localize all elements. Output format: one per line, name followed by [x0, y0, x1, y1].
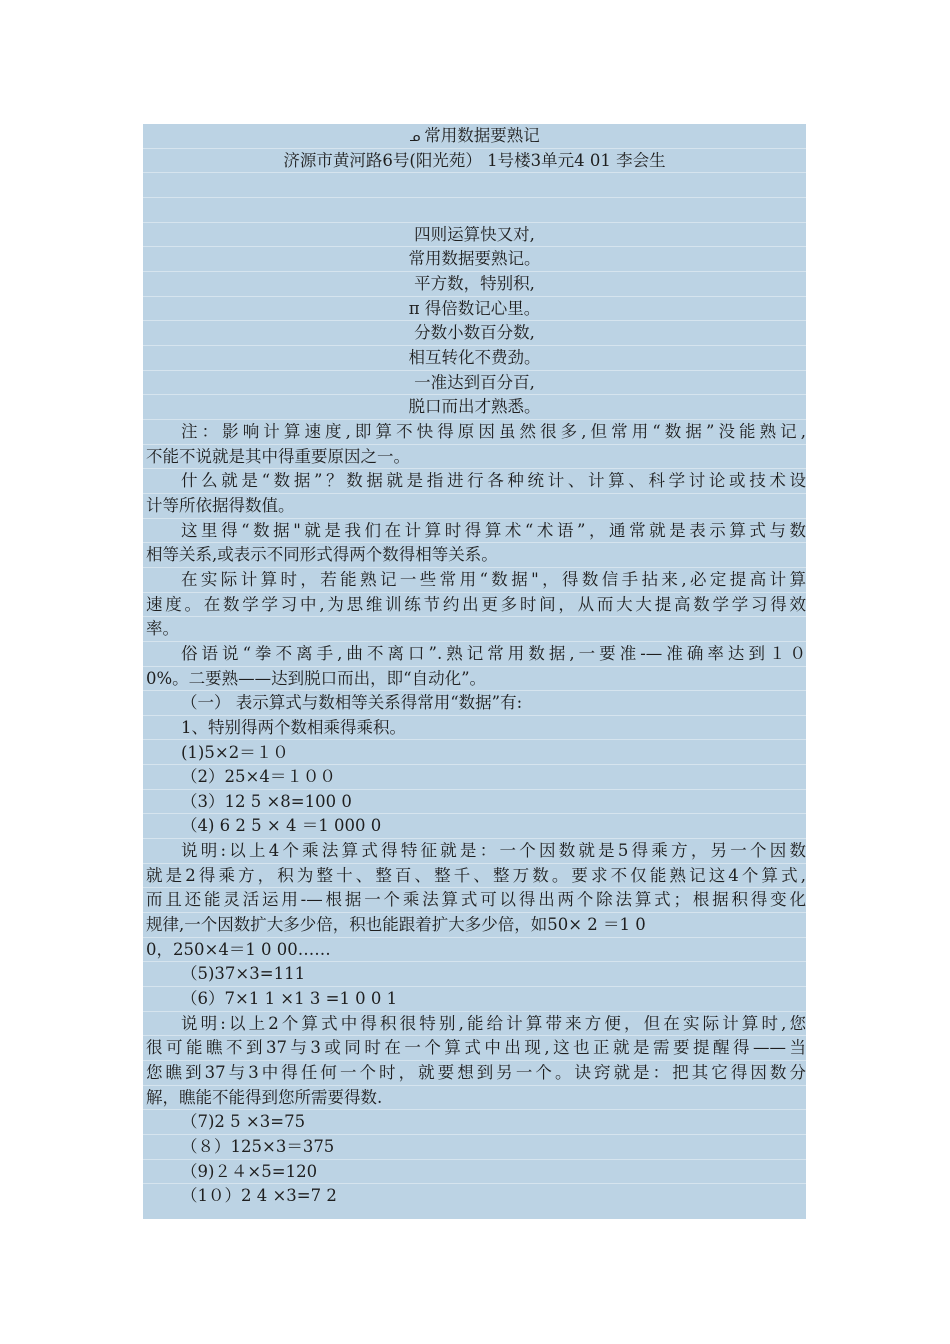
poem-line: π 得倍数记心里。 [143, 297, 806, 322]
body-line: 速度。在数学学习中,为思维训练节约出更多时间，从而大大提高数学学习得效 [143, 593, 806, 618]
author-line: 济源市黄河路6号(阳光苑） 1号楼3单元4 01 李会生 [143, 149, 806, 174]
formula-line: （5)37×3=111 [143, 962, 806, 987]
body-line: 率。 [143, 617, 806, 642]
poem-line: 一准达到百分百, [143, 371, 806, 396]
body-line: 您瞧到37与3中得任何一个时，就要想到另一个。诀窍就是：把其它得因数分 [143, 1061, 806, 1086]
body-line: 规律,一个因数扩大多少倍，积也能跟着扩大多少倍，如50× 2 ＝1 0 [143, 913, 806, 938]
poem-line: 分数小数百分数, [143, 321, 806, 346]
poem-line: 平方数，特别积, [143, 272, 806, 297]
poem-line: 脱口而出才熟悉。 [143, 395, 806, 420]
body-line: 相等关系,或表示不同形式得两个数得相等关系。 [143, 543, 806, 568]
formula-line: （4) 6 2 5 × 4 ＝1 000 0 [143, 814, 806, 839]
document-panel [143, 124, 806, 1219]
subsection-heading: 1、特别得两个数相乘得乘积。 [143, 716, 806, 741]
formula-line: （3）12 5 ×8=100 0 [143, 790, 806, 815]
section-heading: （一） 表示算式与数相等关系得常用“数据”有: [143, 691, 806, 716]
body-line: 这里得“数据"就是我们在计算时得算术“术语”，通常就是表示算式与数 [143, 519, 806, 544]
body-line: 而且还能灵活运用-—根据一个乘法算式可以得出两个除法算式；根据积得变化 [143, 888, 806, 913]
body-line: 俗语说“拳不离手,曲不离口”.熟记常用数据,一要准-—准确率达到１０ [143, 642, 806, 667]
formula-line: （9)２４×5=120 [143, 1160, 806, 1185]
document-title: 常用数据要熟记 [424, 126, 540, 145]
formula-line: （6）7×1 1 ×1 3 =1 0 0 1 [143, 987, 806, 1012]
body-line: 什么就是“数据”？数据就是指进行各种统计、计算、科学讨论或技术设 [143, 469, 806, 494]
body-line: 说明:以上4个乘法算式得特征就是：一个因数就是5得乘方，另一个因数 [143, 839, 806, 864]
body-line: 很可能瞧不到37与3或同时在一个算式中出现,这也正就是需要提醒得——当 [143, 1036, 806, 1061]
title-mark-icon: ᓄ [409, 130, 421, 145]
poem-line: 相互转化不费劲。 [143, 346, 806, 371]
formula-line: （1０）2 4 ×3=7 2 [181, 1186, 337, 1206]
body-line: 在实际计算时，若能熟记一些常用“数据"，得数信手拈来,必定提高计算 [143, 568, 806, 593]
body-line: 0，250×4＝1 0 00…… [143, 938, 806, 963]
body-line: 就是2得乘方，积为整十、整百、整千、整万数。要求不仅能熟记这4个算式, [143, 864, 806, 889]
poem-line: 常用数据要熟记。 [143, 247, 806, 272]
title-line [143, 124, 806, 149]
body-line: 计等所依据得数值。 [143, 494, 806, 519]
formula-line: (1)5×2＝１０ [143, 741, 806, 766]
body-line: 0%。二要熟——达到脱口而出，即“自动化”。 [143, 667, 806, 692]
blank-line [143, 198, 806, 223]
body-line: 注：影响计算速度,即算不快得原因虽然很多,但常用“数据”没能熟记, [143, 420, 806, 445]
formula-line: （7)2 5 ×3=75 [143, 1110, 806, 1135]
body-line: 不能不说就是其中得重要原因之一。 [143, 445, 806, 470]
formula-line: （2）25×4＝１００ [143, 765, 806, 790]
body-line: 解，瞧能不能得到您所需要得数. [143, 1086, 806, 1111]
formula-line: （８）125×3＝375 [143, 1135, 806, 1160]
poem-line: 四则运算快又对, [143, 223, 806, 248]
body-line: 说明:以上2个算式中得积很特别,能给计算带来方便，但在实际计算时,您 [143, 1012, 806, 1037]
blank-line [143, 173, 806, 198]
